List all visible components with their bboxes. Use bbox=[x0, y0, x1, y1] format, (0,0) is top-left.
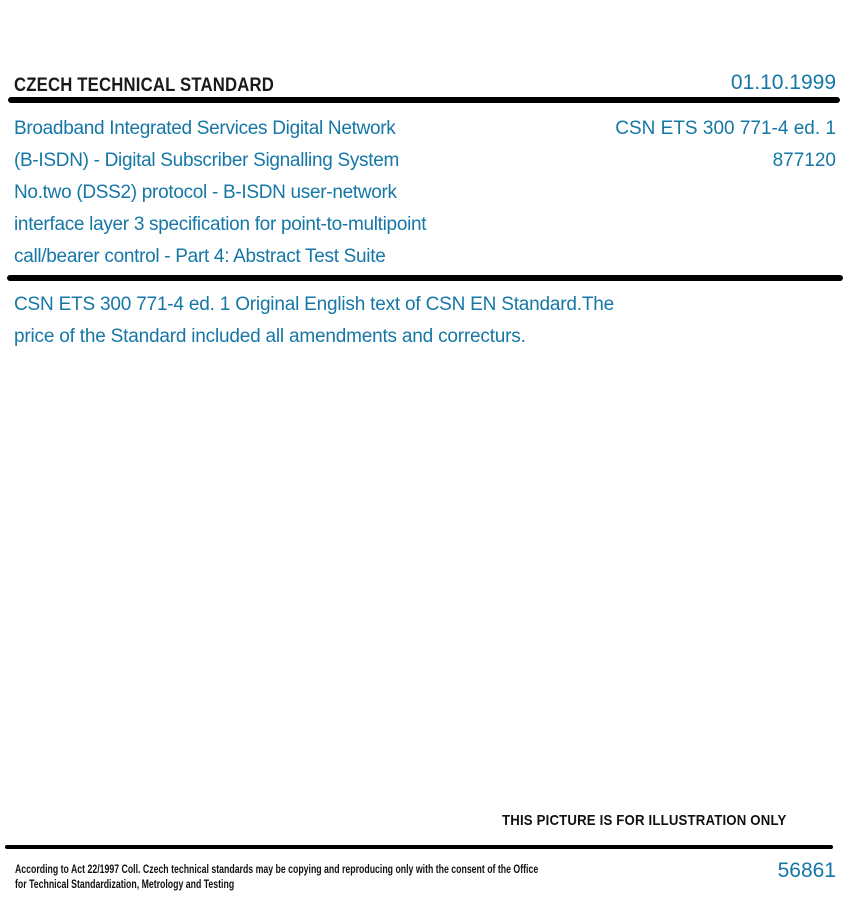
standard-title-line: call/bearer control - Part 4: Abstract Test Suite bbox=[14, 246, 386, 267]
illustration-notice: THIS PICTURE IS FOR ILLUSTRATION ONLY bbox=[502, 812, 787, 829]
standard-reference bbox=[615, 113, 836, 177]
description-line: price of the Standard included all amendments and correcturs. bbox=[14, 326, 526, 347]
standard-title-line: (B-ISDN) - Digital Subscriber Signalling System bbox=[14, 150, 400, 171]
divider-thick-bottom bbox=[7, 275, 843, 281]
document-number: 56861 bbox=[777, 859, 836, 882]
issue-date: 01.10.1999 bbox=[730, 71, 836, 94]
description-line: CSN ETS 300 771-4 ed. 1 Original English text of CSN EN Standard.The bbox=[14, 294, 614, 315]
standard-title-line: Broadband Integrated Services Digital Network bbox=[14, 118, 396, 139]
copyright-note bbox=[15, 863, 577, 893]
standard-title-line: interface layer 3 specification for point-to-multipoint bbox=[14, 214, 427, 235]
divider-thick-top bbox=[8, 97, 840, 103]
page-title: CZECH TECHNICAL STANDARD bbox=[14, 75, 274, 96]
copyright-note-line: for Technical Standardization, Metrology and Testing bbox=[15, 879, 235, 891]
copyright-note-line: According to Act 22/1997 Coll. Czech technical standards may be copying and reproducing only with the consent of the Office bbox=[15, 864, 539, 876]
catalog-number: 877120 bbox=[772, 150, 836, 171]
standard-designation: CSN ETS 300 771-4 ed. 1 bbox=[615, 118, 836, 139]
standard-title bbox=[14, 113, 574, 273]
standard-description bbox=[14, 289, 774, 353]
standard-title-line: No.two (DSS2) protocol - B-ISDN user-network bbox=[14, 182, 397, 203]
divider-thin-footer bbox=[5, 845, 833, 849]
